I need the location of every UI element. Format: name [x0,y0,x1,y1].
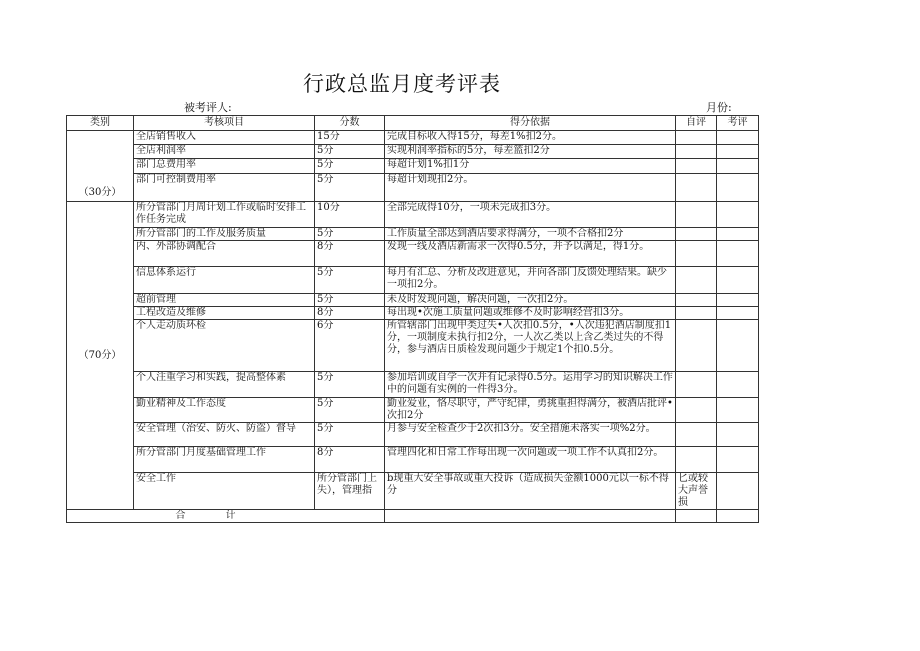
evaluation-cell[interactable] [717,423,759,447]
header-row [67,116,759,131]
item-cell: 个人注重学习和实践，提高整体素 [134,372,315,398]
self-eval-cell[interactable] [676,131,717,145]
evaluation-cell[interactable] [717,159,759,174]
evaluatee-label: 被考评人: [184,101,232,114]
evaluation-cell[interactable] [717,307,759,320]
self-eval-cell[interactable] [676,423,717,447]
item-cell: 勤业精神及工作态度 [134,398,315,423]
basis-cell: 月参与安全检查少于2次扣3分。安全措施未落实一项%2分。 [385,423,676,447]
evaluation-cell[interactable] [717,202,759,228]
score-cell: 5分 [315,228,385,241]
category-cell: （70分） [67,202,134,510]
basis-cell: 未及时发现问题，解决问题，一次扣2分。 [385,294,676,307]
header-self-eval: 自评 [676,116,717,131]
item-cell: 信息体系运行 [134,267,315,294]
score-cell: 10分 [315,202,385,228]
evaluation-cell[interactable] [717,131,759,145]
score-cell: 8分 [315,447,385,473]
score-cell: 15分 [315,131,385,145]
basis-cell: 全部完成得10分，一项未完成扣3分。 [385,202,676,228]
basis-cell: 每超计划现扣2分。 [385,174,676,202]
score-cell: 5分 [315,294,385,307]
evaluation-cell[interactable] [717,372,759,398]
self-eval-cell[interactable] [676,145,717,159]
basis-cell: 发现一线及酒店新需求一次得0.5分，并予以满足，得1分。 [385,241,676,267]
score-cell: 所分管部门上失），管理指 [315,473,385,510]
header-score: 分数 [315,116,385,131]
self-eval-cell[interactable] [676,294,717,307]
item-cell: 全店销售收入 [134,131,315,145]
score-cell: 5分 [315,174,385,202]
total-row [67,510,759,523]
total-basis-cell [385,510,676,523]
table-row [67,241,759,267]
item-cell: 全店利润率 [134,145,315,159]
basis-cell: 工作质量全部达到酒店要求得满分，一项不合格扣2分 [385,228,676,241]
item-cell: 部门总费用率 [134,159,315,174]
category-cell: （30分） [67,131,134,202]
score-cell: 5分 [315,372,385,398]
self-eval-cell[interactable] [676,398,717,423]
score-cell: 5分 [315,159,385,174]
table-row [67,307,759,320]
basis-cell: 参加培训或自学一次并有记录得0.5分。运用学习的知识解决工作中的问题有实例的一件得3分。 [385,372,676,398]
table-row [67,228,759,241]
month-label: 月份: [706,101,732,114]
self-eval-cell[interactable] [676,320,717,372]
evaluation-cell[interactable] [717,145,759,159]
evaluation-cell[interactable] [717,473,759,510]
table-row [67,267,759,294]
self-eval-cell[interactable]: 匕或较大声誉损 [676,473,717,510]
header-category: 类别 [67,116,134,131]
header-item: 考核项目 [134,116,315,131]
score-cell: 8分 [315,307,385,320]
item-cell: 所分管部门月度基础管理工作 [134,447,315,473]
score-cell: 6分 [315,320,385,372]
item-cell: 内、外部协调配合 [134,241,315,267]
self-eval-cell[interactable] [676,307,717,320]
table-row [67,447,759,473]
score-cell: 5分 [315,398,385,423]
total-evaluation-cell[interactable] [717,510,759,523]
score-cell: 5分 [315,267,385,294]
basis-cell: 每超计划1%扣1分 [385,159,676,174]
header-evaluation: 考评 [717,116,759,131]
table-row [67,294,759,307]
table-row [67,398,759,423]
basis-cell: 每出现•次施工质量问题或维修不及时影响经营扣3分。 [385,307,676,320]
evaluation-cell[interactable] [717,267,759,294]
header-basis: 得分依据 [385,116,676,131]
item-cell: 安全工作 [134,473,315,510]
table-row [67,473,759,510]
evaluation-cell[interactable] [717,320,759,372]
evaluation-cell[interactable] [717,174,759,202]
total-label: 合计 [67,510,385,523]
item-cell: 安全管理（治安、防火、防盗）督导 [134,423,315,447]
table-row [67,131,759,145]
form-title: 行政总监月度考评表 [303,72,501,96]
basis-cell: 实现利润率指标的5分，每差篮扣2分 [385,145,676,159]
evaluation-cell[interactable] [717,294,759,307]
item-cell: 部门可控制费用率 [134,174,315,202]
score-cell: 8分 [315,241,385,267]
item-cell: 所分管部门的工作及服务质量 [134,228,315,241]
total-self-eval-cell[interactable] [676,510,717,523]
self-eval-cell[interactable] [676,174,717,202]
basis-cell: 管理四化和日常工作每出现一次问题或一项工作不认真扣2分。 [385,447,676,473]
table-row [67,145,759,159]
self-eval-cell[interactable] [676,202,717,228]
basis-cell: 完成目标收入得15分，每差1%扣2分。 [385,131,676,145]
self-eval-cell[interactable] [676,228,717,241]
table-row [67,372,759,398]
basis-cell: 勤业爱业，恪尽职守，严守纪律，勇挑重担得满分，被酒店批评•次扣2分 [385,398,676,423]
evaluation-cell[interactable] [717,398,759,423]
basis-cell: 所管辖部门出现甲类过失•人次扣0.5分，•人次违犯酒店制度扣1分，一项制度未执行扣2分，一人次乙类以上含乙类过失的不得分，参与酒店日质检发现问题少于规定1个扣0.5分。 [385,320,676,372]
evaluation-cell[interactable] [717,447,759,473]
item-cell: 超前管理 [134,294,315,307]
self-eval-cell[interactable] [676,241,717,267]
table-row [67,320,759,372]
self-eval-cell[interactable] [676,267,717,294]
item-cell: 所分管部门月周计划工作或临时安排工作任务完成 [134,202,315,228]
table-row [67,174,759,202]
evaluation-cell[interactable] [717,241,759,267]
item-cell: 工程改造及维修 [134,307,315,320]
item-cell: 个人走动质环检 [134,320,315,372]
self-eval-cell[interactable] [676,447,717,473]
evaluation-table [66,115,759,523]
self-eval-cell[interactable] [676,372,717,398]
table-row [67,202,759,228]
table-row [67,159,759,174]
basis-cell: b现重大安全事故或重大投诉（造成损失金额1000元以一标不得分 [385,473,676,510]
basis-cell: 每月有汇总、分析及改进意见，并向各部门反馈处理结果。缺少一项扣2分。 [385,267,676,294]
table-row [67,423,759,447]
score-cell: 5分 [315,423,385,447]
score-cell: 5分 [315,145,385,159]
self-eval-cell[interactable] [676,159,717,174]
evaluation-cell[interactable] [717,228,759,241]
